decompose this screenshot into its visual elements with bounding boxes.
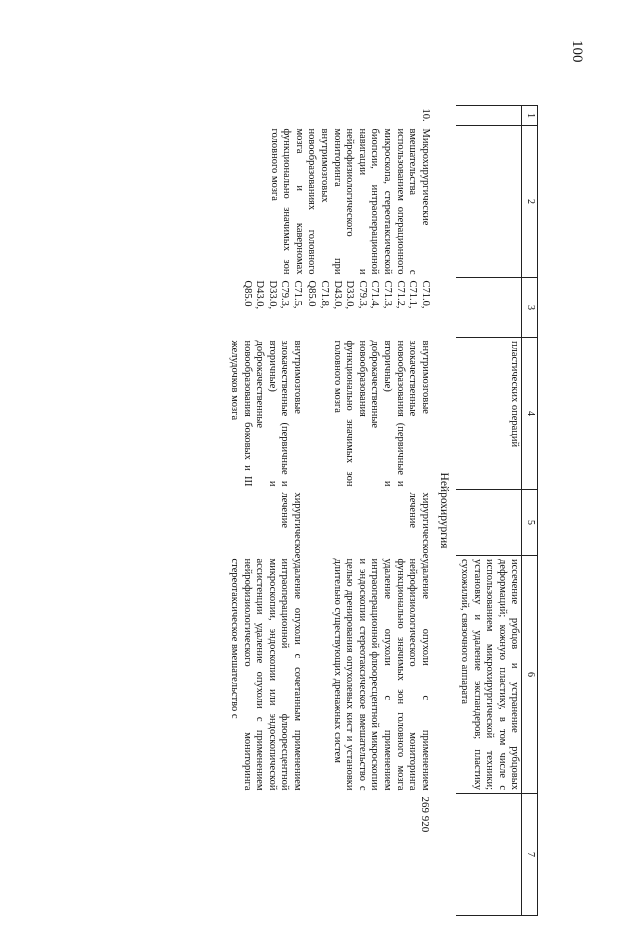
row-name: Микрохирургические вмешательства с использованием операционного микроскопа, стереотаксической биопсии, интраоперационной навигации и нейрофизиологического мониторинга при внутримозговых новообразованиях головного мозга и каверномах функционально значимых зон головного мозга: [268, 128, 431, 275]
section-row: [432, 106, 457, 916]
prev-row-method: иссечение рубцов и устранение рубцовых деформаций; кожную пластику, в том числе с использованием микрохирургической техники; установку и удаление экспандеров; пластику сухожилий, связочного аппарата: [456, 556, 521, 794]
row-number: 10.: [419, 108, 431, 122]
header-col-7: 7: [522, 794, 538, 916]
header-col-6: 6: [522, 556, 538, 794]
row-codes-a: C71.0, C71.1, C71.2, C71.3, C71.4, C79.3, D33.0, D43.0, C71.8, Q85.0: [306, 280, 431, 310]
row-10-a: [304, 106, 432, 916]
row-model-b: внутримозговые злокачественные (первичные и вторичные) и доброкачественные новообразования боковых и III желудочков мозга: [228, 340, 303, 487]
row-treatment-b: хирургическое лечение: [279, 492, 303, 559]
row-price: 269 920: [418, 796, 431, 833]
header-col-3: 3: [522, 278, 538, 338]
services-table: [226, 105, 538, 916]
header-col-4: 4: [522, 338, 538, 490]
prev-row-model: пластических операций: [456, 338, 521, 490]
header-col-2: 2: [522, 126, 538, 278]
row-method-b: удаление опухоли с сочетанным применением интраоперационной флюоресцентной микроскопии, эндоскопии или эндоскопической ассистенции удаление опухоли с применением нейрофизиологического мониторинга стереотаксическое вмешательство с: [228, 558, 303, 791]
prev-row: [456, 106, 521, 916]
header-row: [522, 106, 538, 916]
row-treatment-a: хирургическое лечение: [407, 492, 431, 559]
rotated-table-container: [110, 35, 538, 940]
page-number: 100: [569, 40, 585, 63]
section-title: Нейрохирургия: [438, 472, 451, 549]
header-col-5: 5: [522, 490, 538, 556]
row-codes-b: C71.5, C79.3, D33.0, D43.0, Q85.0: [241, 280, 303, 310]
row-method-a: удаление опухоли с применением нейрофизиологического мониторинга функционально значимых зон головного мозга удаление опухоли с применением интраоперационной флюоресцентной микроскопии и эндоскопии стереотаксическое вмешательство с целью дренирования опухолевых кист и установки длительно существующих дренажных систем: [331, 558, 431, 791]
header-col-1: 1: [522, 106, 538, 126]
row-model-a: внутримозговые злокачественные новообразования (первичные и вторичные) и доброкачественные новообразования функционально значимых зон головного мозга: [331, 340, 431, 487]
